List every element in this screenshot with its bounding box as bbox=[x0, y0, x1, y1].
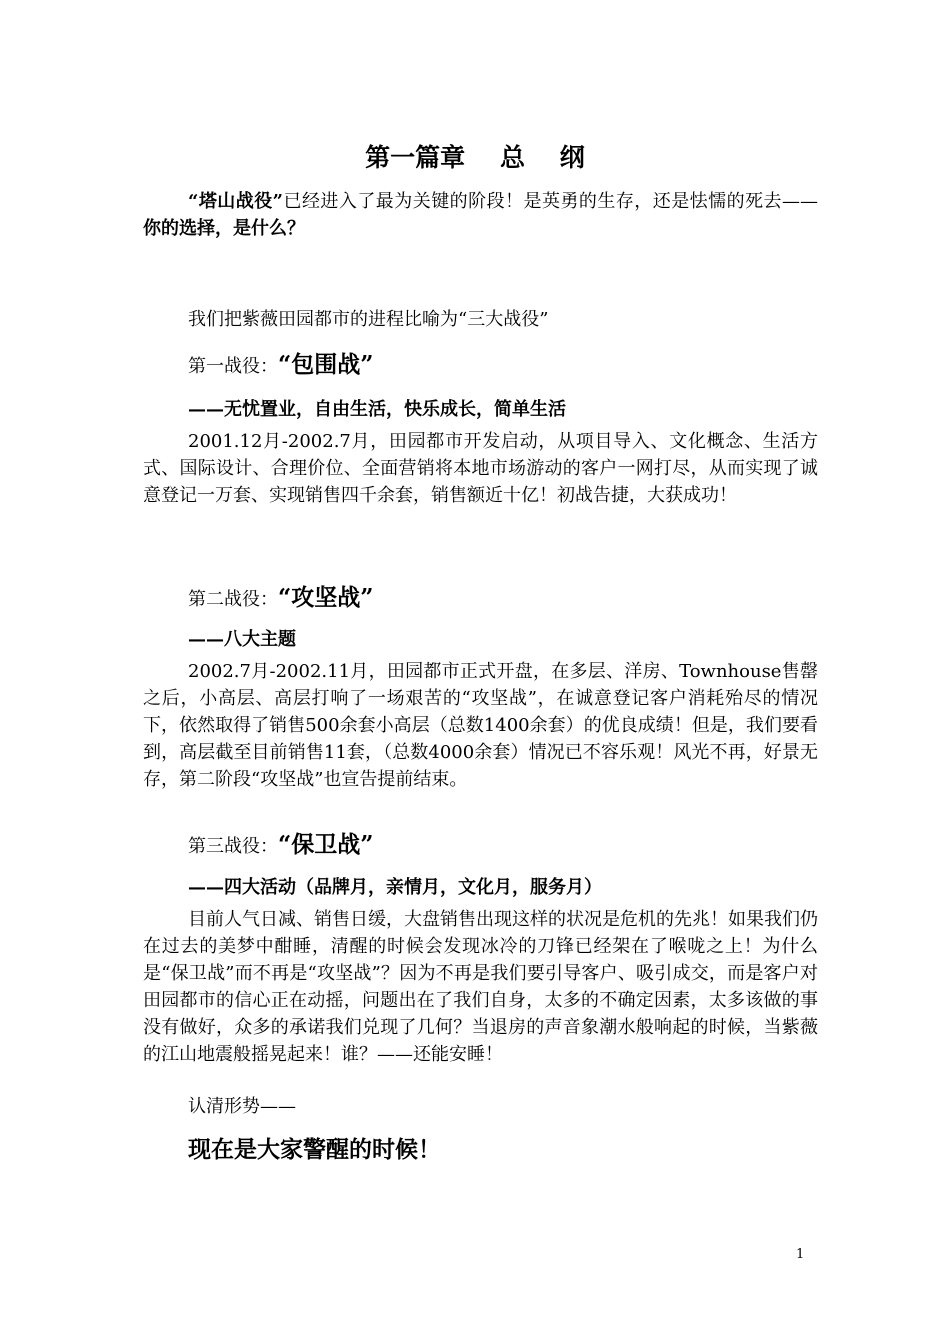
intro-question: 你的选择，是什么？ bbox=[143, 218, 305, 239]
campaign2-body: 2002.7月-2002.11月，田园都市正式开盘，在多层、洋房、Townhouse售罄之后，小高层、高层打响了一场艰苦的“攻坚战”，在诚意登记客户消耗殆尽的情况下，依然取得了销售500余套小高层（总数1400余套）的优良成绩！但是，我们要看到，高层截至目前销售11套，（总数4000余套）情况已不容乐观！风光不再，好景无存，第二阶段“攻坚战”也宣告提前结束。 bbox=[143, 661, 818, 790]
campaign3-name: “保卫战” bbox=[278, 831, 374, 858]
conclusion-line: 现在是大家警醒的时候！ bbox=[188, 1136, 441, 1163]
campaign1-name: “包围战” bbox=[278, 351, 374, 378]
campaign3-subtitle: ——四大活动（品牌月，亲情月，文化月，服务月） bbox=[188, 877, 602, 898]
intro-text: 已经进入了最为关键的阶段！是英勇的生存，还是怯懦的死去—— bbox=[283, 191, 818, 212]
campaign2-subtitle: ——八大主题 bbox=[188, 629, 296, 650]
campaign1-heading bbox=[188, 350, 373, 382]
overview-line: 我们把紫薇田园都市的进程比喻为“三大战役” bbox=[188, 309, 549, 330]
campaign2-name: “攻坚战” bbox=[278, 584, 374, 611]
intro-paragraph bbox=[143, 188, 818, 242]
intro-quote: “塔山战役” bbox=[188, 191, 284, 212]
campaign3-body: 目前人气日减、销售日缓，大盘销售出现这样的状况是危机的先兆！如果我们仍在过去的美梦中酣睡，清醒的时候会发现冰冷的刀锋已经架在了喉咙之上！为什么是“保卫战”而不再是“攻坚战”？因为不再是我们要引导客户、吸引成交，而是客户对田园都市的信心正在动摇，问题出在了我们自身，太多的不确定因素，太多该做的事没有做好，众多的承诺我们兑现了几何？当退房的声音象潮水般响起的时候，当紫薇的江山地震般摇晃起来！谁？——还能安睡！ bbox=[143, 909, 818, 1065]
page-number: 1 bbox=[796, 1247, 805, 1262]
campaign2-label: 第二战役： bbox=[188, 589, 278, 610]
chapter-title: 第一篇章 总 纲 bbox=[365, 143, 585, 172]
campaign3-label: 第三战役： bbox=[188, 836, 278, 857]
campaign1-subtitle: ——无忧置业，自由生活，快乐成长，简单生活 bbox=[188, 399, 566, 420]
situation-line: 认清形势—— bbox=[188, 1096, 296, 1117]
campaign1-body: 2001.12月-2002.7月，田园都市开发启动，从项目导入、文化概念、生活方式、国际设计、合理价位、全面营销将本地市场游动的客户一网打尽，从而实现了诚意登记一万套、实现销售四千余套，销售额近十亿！初战告捷，大获成功！ bbox=[143, 431, 818, 506]
campaign3-heading bbox=[188, 830, 373, 862]
campaign2-heading bbox=[188, 583, 373, 615]
campaign1-label: 第一战役： bbox=[188, 356, 278, 377]
